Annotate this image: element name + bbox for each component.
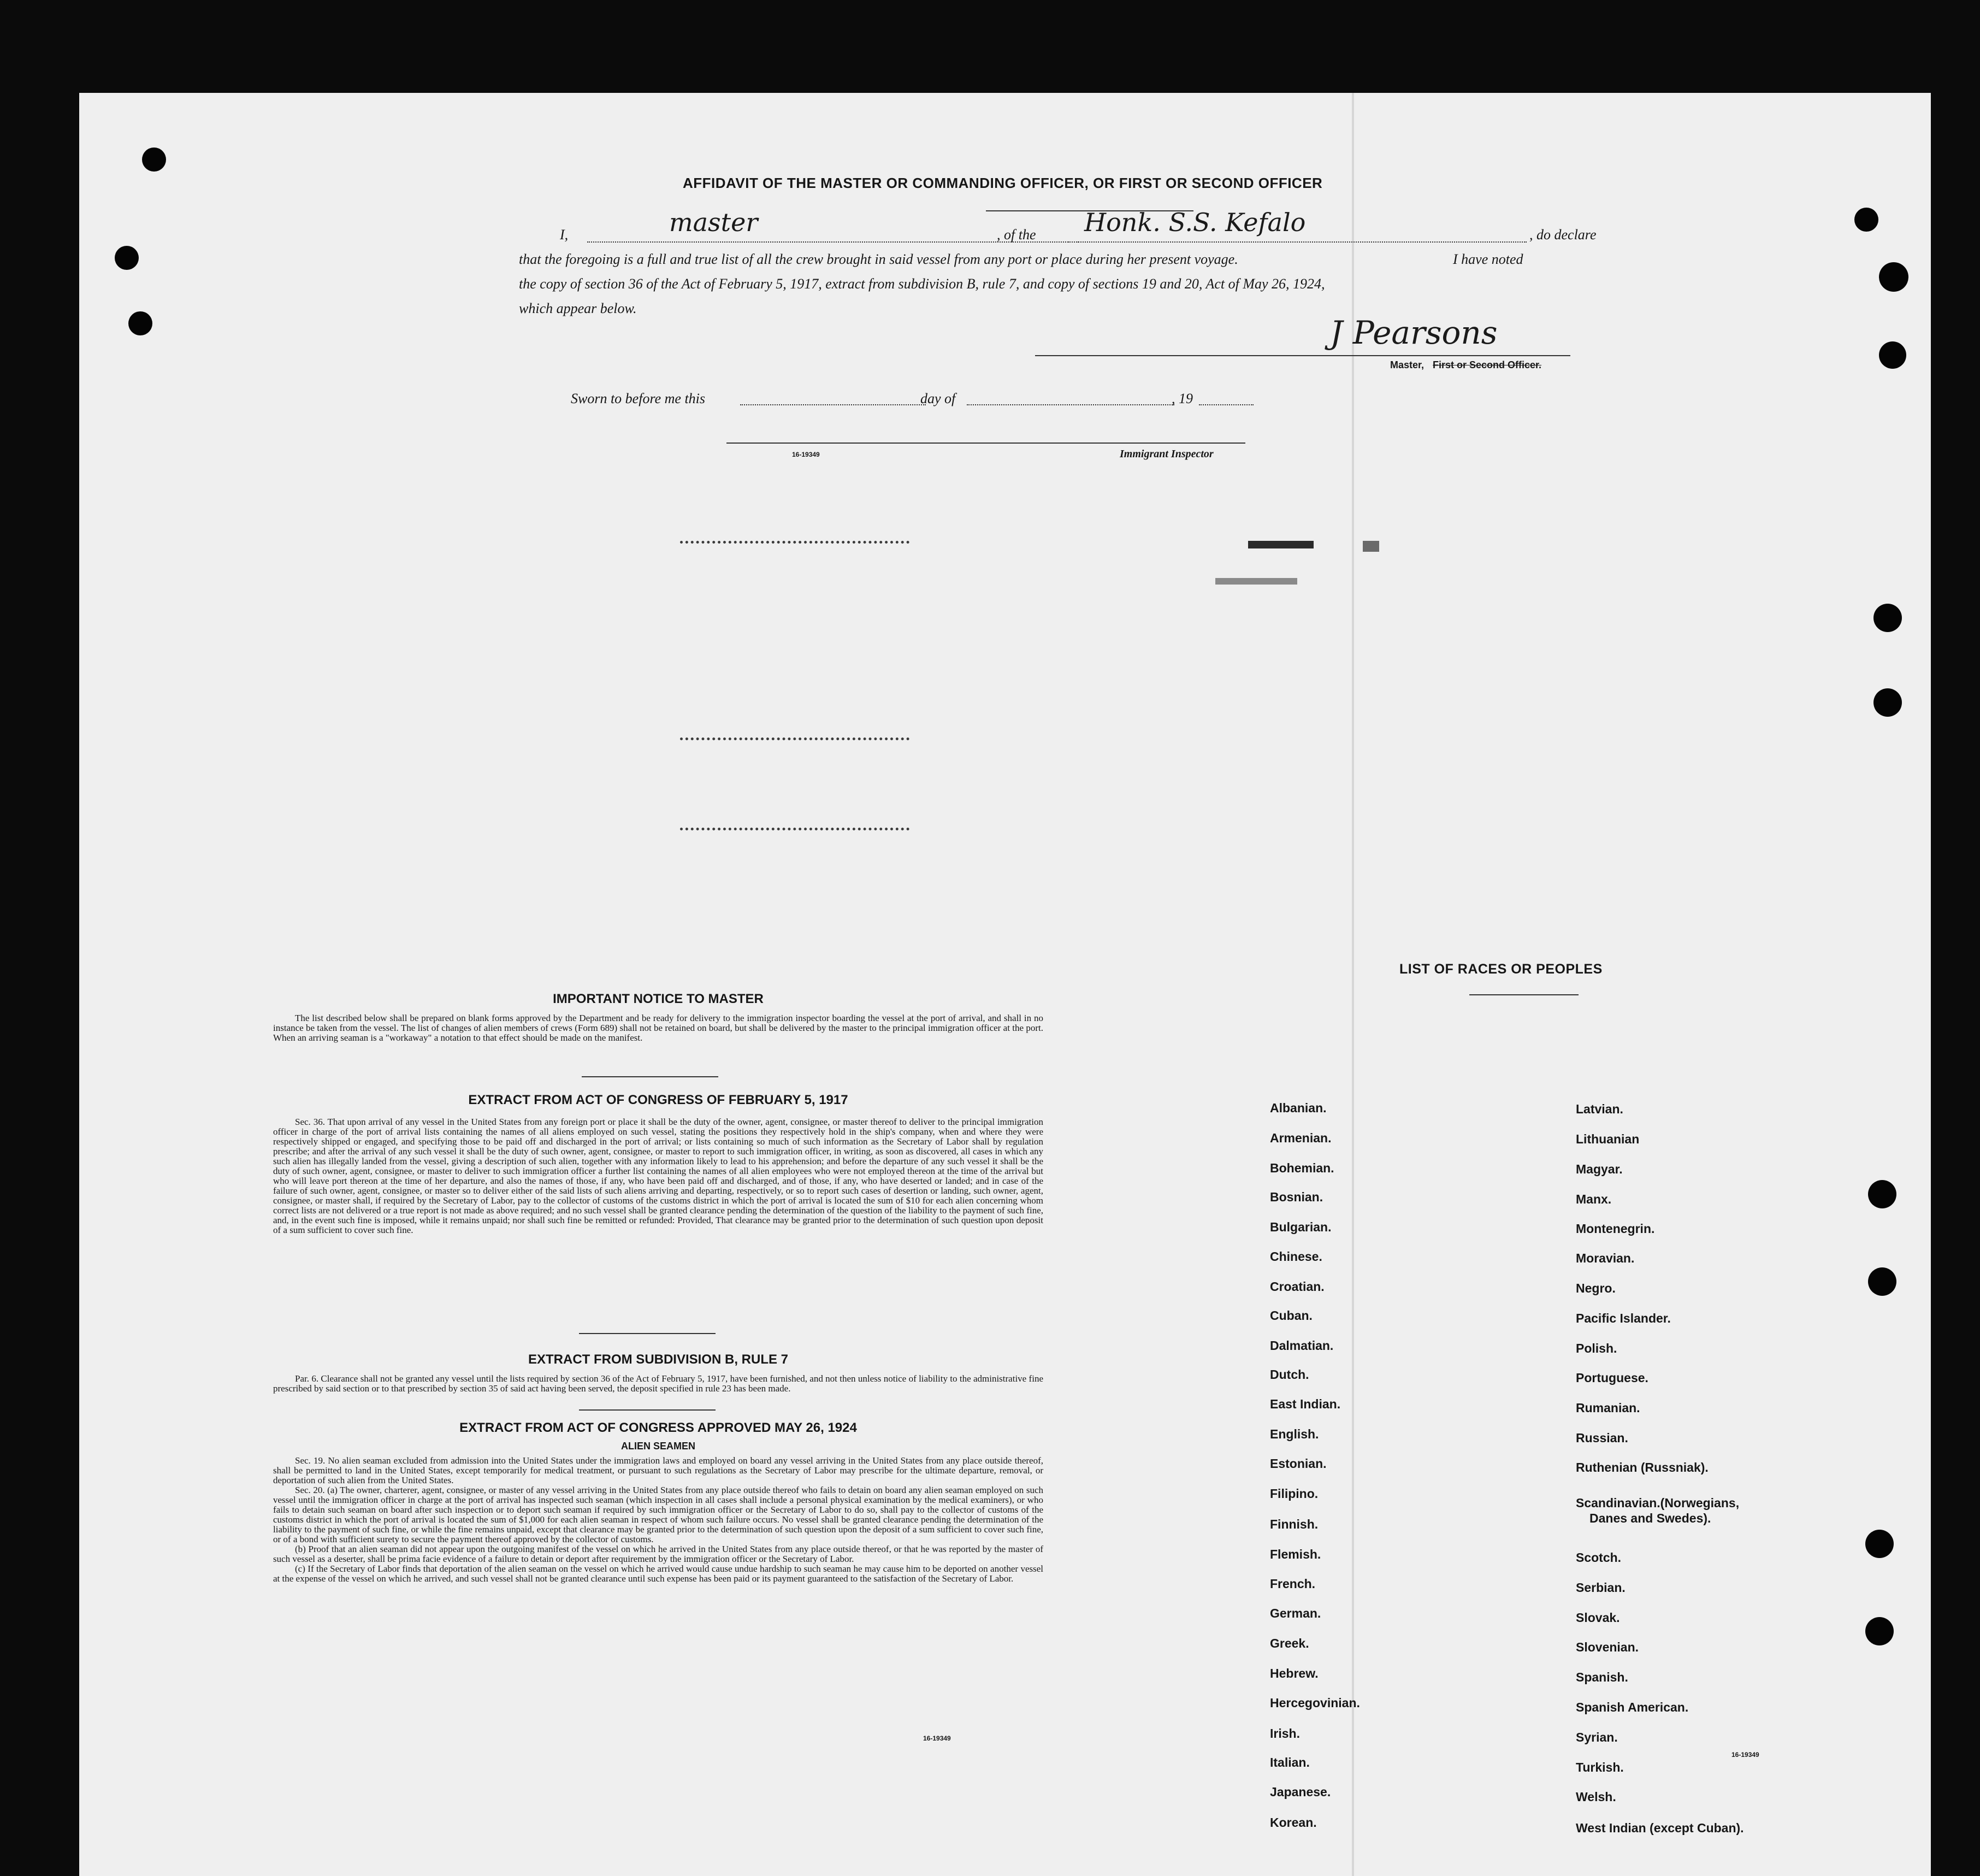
sworn-day-label: day of [920,391,956,406]
race-item: Greek. [1270,1636,1309,1650]
punch-hole [1868,1180,1896,1208]
inspector-line [726,443,1245,444]
notice-paragraph: The list described below shall be prepared on blank forms approved by the Department and be ready for delivery to the immigration inspector boarding the vessel at the port of arrival, and shall in no instance be taken from the vessel. The list of changes of alien members of crews (Form 689) shall not be retained on board, but shall be delivered by the master to the principal immigration officer at the port. When an arriving seaman is a "workaway" a notation to that effect should be made on the manifest. [273,1013,1043,1043]
punch-hole [1865,1530,1894,1558]
affidavit-line3: the copy of section 36 of the Act of February 5, 1917, extract from subdivision B, rule 7, and copy of sections 19 and 20, Act of May 26, 1924, [519,276,1325,292]
race-item: Dutch. [1270,1367,1309,1382]
punch-hole [1868,1267,1896,1296]
race-item: Danes and Swedes). [1589,1511,1711,1525]
race-item: Polish. [1576,1341,1617,1355]
race-item: Dalmatian. [1270,1338,1334,1353]
affidavit-line1-prefix: I, [560,227,569,243]
sworn-month-line [967,404,1174,405]
race-item: Bulgarian. [1270,1220,1332,1234]
extract-1917-body [273,1117,1043,1235]
race-item: Filipino. [1270,1486,1319,1501]
affidavit-line4: which appear below. [519,300,637,316]
paragraph-6: Par. 6. Clearance shall not be granted any vessel until the lists required by section 36 of the Act of February 5, 1917, have been furnished, and not then unless notice of liability to the administrative fine prescribed by said section or to that prescribed by section 35 of said act having been served, the deposit specified in rule 23 has been made. [273,1373,1043,1394]
punch-hole [115,246,139,270]
affidavit-line1-suffix: , do declare [1529,227,1597,243]
race-item: Armenian. [1270,1131,1332,1145]
race-item: Spanish American. [1576,1700,1689,1714]
vessel-name-handwriting: Honk. S.S. Kefalo [1084,208,1306,237]
race-item: Flemish. [1270,1547,1321,1561]
notice-body [273,1013,1043,1043]
race-item: East Indian. [1270,1397,1341,1411]
signature-caption-master: Master, [1390,359,1425,370]
inspector-label: Immigrant Inspector [1120,448,1214,460]
extract-1924-title: EXTRACT FROM ACT OF CONGRESS APPROVED MAY 26, 1924 [459,1420,857,1435]
extract-rule7-body [273,1374,1043,1394]
punch-hole [1879,262,1908,292]
race-item: Albanian. [1270,1101,1327,1115]
race-item: Welsh. [1576,1790,1616,1804]
extract-1924-subtitle: ALIEN SEAMEN [620,1441,695,1452]
extract-1917-title: EXTRACT FROM ACT OF CONGRESS OF FEBRUARY 5, 1917 [468,1093,848,1107]
race-item: West Indian (except Cuban). [1576,1821,1744,1835]
punch-hole [1865,1617,1894,1645]
race-item: Moravian. [1576,1251,1635,1265]
signature-line [1035,355,1570,356]
punch-hole [1879,341,1906,369]
race-item: Hercegovinian. [1270,1696,1360,1710]
race-item: Chinese. [1270,1249,1322,1264]
section-36-paragraph: Sec. 36. That upon arrival of any vessel in the United States from any foreign port or place it shall be the duty of the owner, agent, consignee, or master thereof to deliver to the principal immigration officer in charge of the port of arrival lists containing the names of all aliens employed on such vessel, stating the positions they respectively hold in the ship's company, when and where they were respectively shipped or engaged, and specifying those to be paid off and discharged in the port of arrival; or lists containing so much of such information as the Secretary of Labor shall by regulation prescribe; and after the arrival of any such vessel it shall be the duty of such owner, agent, consignee, or master to report to such immigration officer, in writing, as soon as discovered, all cases in which any such alien has illegally landed from the vessel, giving a description of such alien, together with any information likely to lead to his apprehension; and before the departure of any such vessel it shall be the duty of such owner, agent, consignee, or master to deliver to such immigration officer a further list containing the names of all alien employees who were not employed thereon at the time of the arrival but who will leave port thereon at the time of her departure, and also the names of those, if any, who have been paid off and discharged, and of those, if any, who have deserted or landed; and in case of the failure of such owner, agent, consignee, or master so to deliver either of the said lists of such aliens arriving and departing, respectively, or so to report such cases of desertion or landing, such owner, agent, consignee, or master shall, if required by the Secretary of Labor, pay to the collector of customs of the customs district in which the port of arrival is located the sum of $10 for each alien concerning whom correct lists are not delivered or a true report is not made as above required; and no such vessel shall be granted clearance pending the determination of the question of the liability to the payment of such fine, and, in the event such fine is imposed, while it remains unpaid; nor shall such fine be remitted or refunded: Provided, That clearance may be granted prior to the determination of such question upon deposit of a sum sufficient to cover such fine. [273,1117,1043,1235]
races-rule [1469,994,1579,995]
race-item: Latvian. [1576,1102,1623,1116]
race-item: French. [1270,1577,1316,1591]
race-item: Japanese. [1270,1785,1331,1799]
race-item: Bohemian. [1270,1161,1334,1175]
affidavit-line2: that the foregoing is a full and true list of all the crew brought in said vessel from any port or place during her present voyage. [519,251,1238,267]
punch-hole [1854,208,1878,232]
sworn-year-line [1199,404,1254,405]
race-item: Scandinavian.(Norwegians, [1576,1496,1740,1510]
race-item: Italian. [1270,1755,1310,1769]
section-20b-paragraph: (b) Proof that an alien seaman did not appear upon the outgoing manifest of the vessel on which he arrived in the United States from any place outside thereof, or that he was reported by the master of such vessel as a deserter, shall be prima facie evidence of a failure to detain or deport after requirement by the immigration officer or the Secretary of Labor. [273,1544,1043,1564]
race-item: Manx. [1576,1192,1612,1206]
sworn-day-line [740,404,926,405]
section-20a-paragraph: Sec. 20. (a) The owner, charterer, agent, consignee, or master of any vessel arriving in the United States from any place outside thereof who fails to detain on board any alien seaman employed on such vessel until the immigration officer in charge at the port of arrival has inspected such seaman (which inspection in all cases shall include a personal physical examination by the medical examiners), or who fails to detain such seaman on board after such inspection or to deport such seaman if required by such immigration officer or the Secretary of Labor to do so, shall pay to the collector of customs of the customs district in which the port of arrival is located the sum of $1,000 for each alien seaman in respect of whom such failure occurs. No vessel shall be granted clearance pending the determination of the liability to the payment of such fine, or while the fine remains unpaid, except that clearance may be granted prior to the determination of such question upon the deposit of a sum sufficient to cover such fine, or of a bond with sufficient surety to secure the payment thereof approved by the collector of customs. [273,1485,1043,1544]
document-page [79,93,1931,1876]
punch-hole [1873,604,1902,632]
signature-caption-struck: First or Second Officer. [1433,359,1542,370]
race-item: Turkish. [1576,1760,1624,1774]
section-20c-paragraph: (c) If the Secretary of Labor finds that deportation of the alien seaman on the vessel on which he arrived would cause undue hardship to such seaman he may cause him to be deported on another vessel at the expense of the vessel on which he arrived, and such vessel shall not be granted clearance until such expense has been paid or its payment guaranteed to the satisfaction of the Secretary of Labor. [273,1564,1043,1584]
race-item: Serbian. [1576,1580,1626,1595]
race-item: Spanish. [1576,1670,1628,1684]
race-item: Ruthenian (Russniak). [1576,1460,1709,1474]
race-item: Scotch. [1576,1550,1622,1565]
signature-handwriting: J Pearsons [1330,314,1498,351]
affidavit-title: AFFIDAVIT OF THE MASTER OR COMMANDING OFFICER, OR FIRST OR SECOND OFFICER [683,175,1323,191]
race-item: Pacific Islander. [1576,1311,1671,1325]
affidavit-line2-end: I have noted [1453,251,1523,267]
race-item: Croatian. [1270,1279,1325,1294]
notice-title: IMPORTANT NOTICE TO MASTER [553,992,764,1006]
race-item: Montenegrin. [1576,1222,1655,1236]
race-item: English. [1270,1427,1319,1441]
section-19-paragraph: Sec. 19. No alien seaman excluded from admission into the United States under the immigration laws and employed on board any vessel arriving in the United States from any place outside thereof, shall be permitted to land in the United States, except temporarily for medical treatment, or pursuant to such regulations as the Secretary of Labor may prescribe for the ultimate departure, removal, or deportation of such alien from the United States. [273,1455,1043,1485]
punch-hole [128,311,152,335]
race-item: Korean. [1270,1815,1317,1830]
extract-form-number: 16-19349 [923,1735,951,1742]
page-fold [1352,93,1354,1876]
race-item: Cuban. [1270,1308,1313,1323]
race-item: Hebrew. [1270,1666,1319,1680]
race-item: German. [1270,1606,1321,1620]
race-item: Estonian. [1270,1456,1327,1471]
sworn-prefix: Sworn to before me this [571,391,706,406]
race-item: Slovak. [1576,1610,1620,1625]
race-item: Syrian. [1576,1730,1618,1744]
race-item: Negro. [1576,1281,1616,1295]
extract-1924-body [273,1456,1043,1584]
races-form-number: 16-19349 [1731,1751,1759,1759]
punch-hole [142,148,166,172]
sworn-year-label: , 19 [1172,391,1193,406]
vessel-field-line [1068,241,1527,243]
race-item: Finnish. [1270,1517,1319,1531]
master-name-handwriting: master [669,208,758,237]
race-item: Lithuanian [1576,1132,1640,1146]
affidavit-line1-of: , of the [997,227,1036,243]
race-item: Irish. [1270,1726,1300,1741]
extract-rule7-rule [579,1409,716,1411]
extract-1917-rule [579,1333,716,1334]
race-item: Russian. [1576,1431,1628,1445]
notice-rule [582,1076,718,1077]
race-item: Rumanian. [1576,1401,1640,1415]
punch-hole [1873,688,1902,717]
extract-rule7-title: EXTRACT FROM SUBDIVISION B, RULE 7 [528,1352,789,1367]
races-title: LIST OF RACES OR PEOPLES [1399,961,1603,977]
race-item: Slovenian. [1576,1640,1639,1654]
race-item: Magyar. [1576,1162,1623,1176]
affidavit-form-number: 16-19349 [792,451,820,458]
race-item: Bosnian. [1270,1190,1323,1204]
race-item: Portuguese. [1576,1371,1648,1385]
